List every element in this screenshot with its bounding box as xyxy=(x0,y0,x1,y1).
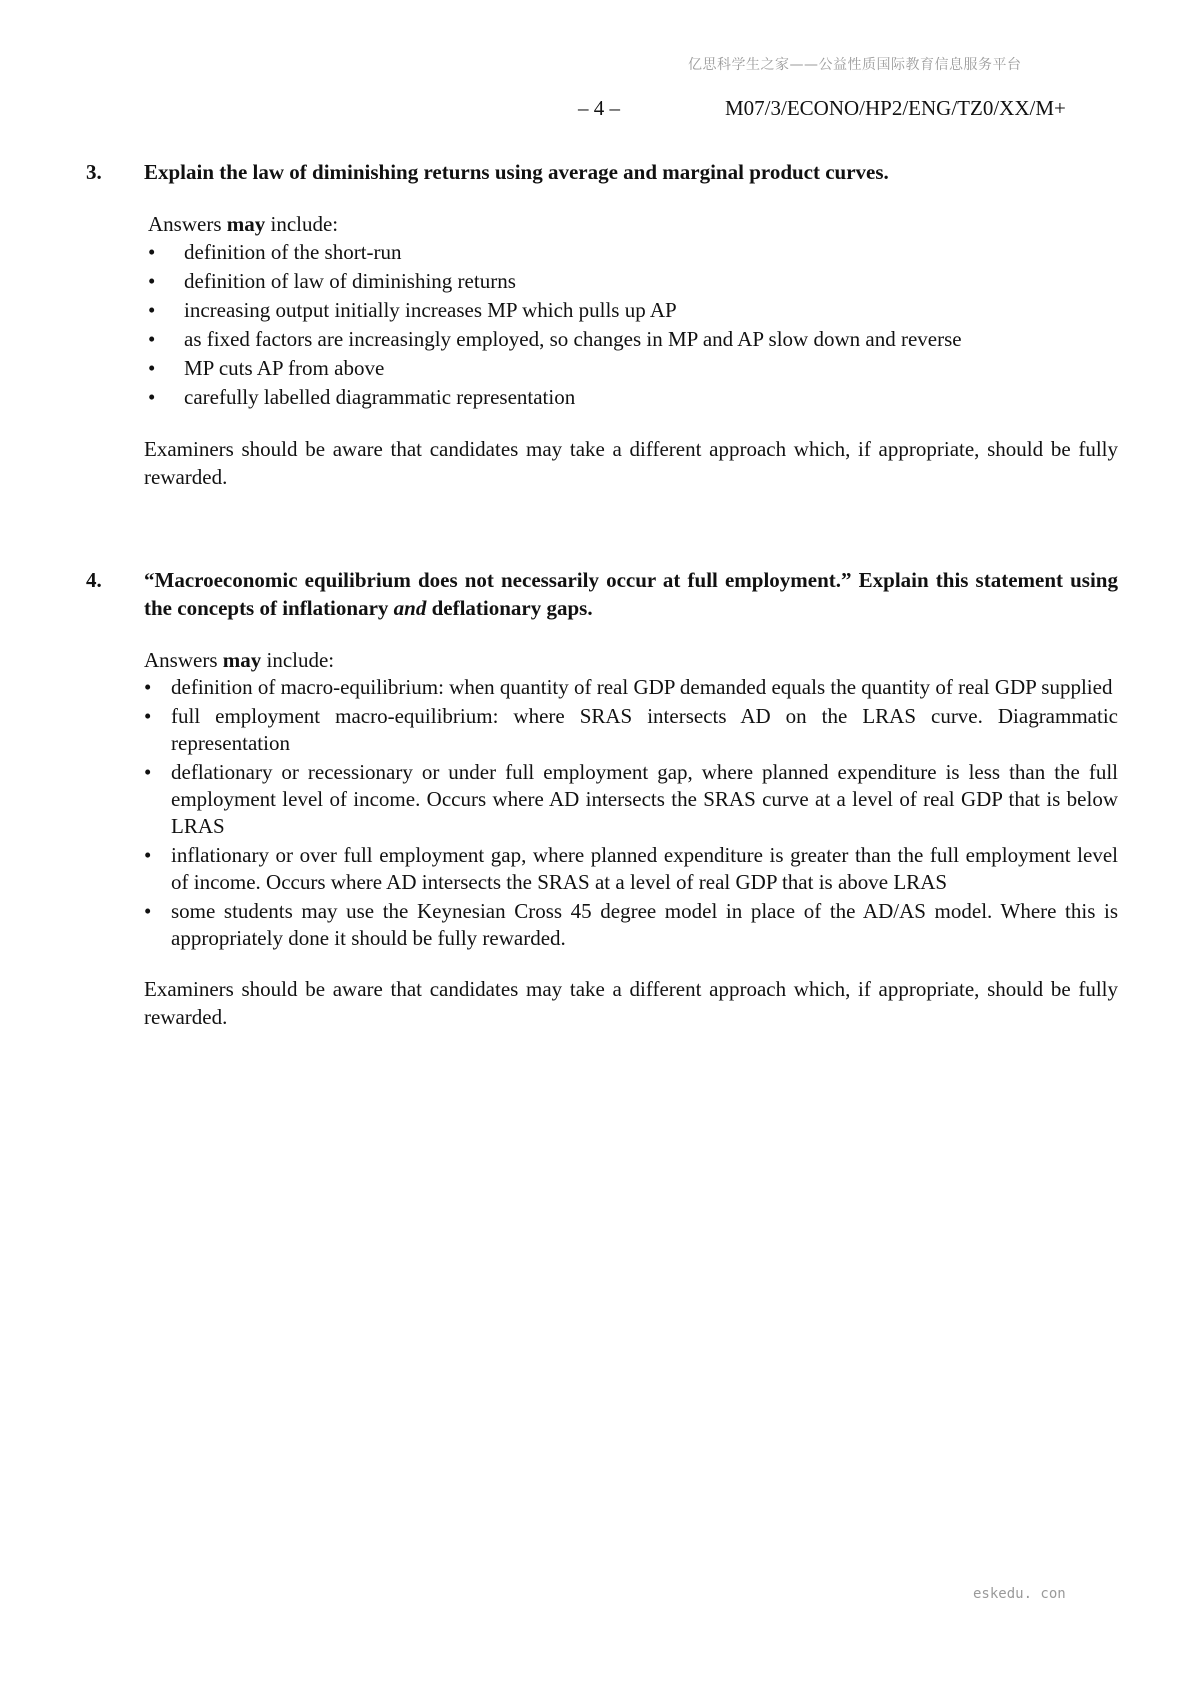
answers-intro xyxy=(148,210,1118,238)
question-3 xyxy=(86,158,1118,491)
examiner-note: Examiners should be aware that candidates may take a different approach which, if appropriate, should be fully rewarded. xyxy=(144,977,1118,1029)
bullet-icon: • xyxy=(148,327,156,351)
bullet-icon: • xyxy=(144,760,152,784)
bullet-text: inflationary or over full employment gap, where planned expenditure is greater than the full employment level of income. Occurs where AD intersects the SRAS at a level of real GDP that is above LRAS xyxy=(171,843,1118,894)
question-4 xyxy=(86,566,1118,1031)
bullet-text: deflationary or recessionary or under full employment gap, where planned expenditure is less than the full employment level of income. Occurs where AD intersects the SRAS curve at a level of real GDP that is below LRAS xyxy=(171,760,1118,838)
document-code: M07/3/ECONO/HP2/ENG/TZ0/XX/M+ xyxy=(725,96,1066,120)
bullet-icon: • xyxy=(144,704,152,728)
bullet-item xyxy=(148,383,1118,412)
question-number: 4. xyxy=(86,568,102,592)
bullet-item xyxy=(148,354,1118,383)
answers-intro-before: Answers xyxy=(148,212,227,236)
examiner-note: Examiners should be aware that candidates may take a different approach which, if appropriate, should be fully rewarded. xyxy=(144,437,1118,489)
bullet-text: as fixed factors are increasingly employed, so changes in MP and AP slow down and reverse xyxy=(184,327,962,351)
answers-intro xyxy=(144,646,1118,674)
bullet-icon: • xyxy=(148,356,156,380)
answers-intro-before: Answers xyxy=(144,648,223,672)
bullet-text: some students may use the Keynesian Cross 45 degree model in place of the AD/AS model. Where this is appropriately done it should be fully rewarded. xyxy=(171,899,1118,950)
answers-intro-after: include: xyxy=(265,212,339,236)
question-text-part: “Macroeconomic equilibrium does not necessarily occur at full employment.” Explain this statement using the concepts of inflationary xyxy=(144,568,1118,620)
bullet-item xyxy=(144,898,1118,952)
question-text-part: deflationary gaps. xyxy=(426,596,593,620)
bullet-icon: • xyxy=(144,675,152,699)
bullet-text: definition of law of diminishing returns xyxy=(184,269,516,293)
bullet-icon: • xyxy=(148,269,156,293)
bullet-item xyxy=(148,267,1118,296)
question-number: 3. xyxy=(86,160,102,184)
answers-intro-after: include: xyxy=(261,648,335,672)
bullet-text: definition of macro-equilibrium: when quantity of real GDP demanded equals the quantity of real GDP supplied xyxy=(171,675,1113,699)
bullet-icon: • xyxy=(148,298,156,322)
bullet-item xyxy=(148,296,1118,325)
answer-bullet-list xyxy=(148,238,1118,412)
bullet-item xyxy=(144,759,1118,840)
answer-bullet-list xyxy=(144,674,1118,952)
bullet-text: definition of the short-run xyxy=(184,240,402,264)
question-text: Explain the law of diminishing returns using average and marginal product curves. xyxy=(144,160,889,184)
bullet-text: increasing output initially increases MP which pulls up AP xyxy=(184,298,677,322)
answers-intro-emphasis: may xyxy=(226,212,266,236)
answers-intro-emphasis: may xyxy=(222,648,262,672)
bullet-icon: • xyxy=(144,899,152,923)
bullet-icon: • xyxy=(148,385,156,409)
bullet-item xyxy=(148,325,1118,354)
page-number: – 4 – xyxy=(578,96,620,120)
question-text-emphasis: and xyxy=(393,596,427,620)
bullet-item xyxy=(144,842,1118,896)
bullet-item xyxy=(144,703,1118,757)
footer-watermark: eskedu. con xyxy=(973,1586,1066,1602)
bullet-text: full employment macro-equilibrium: where SRAS intersects AD on the LRAS curve. Diagrammatic representation xyxy=(171,704,1118,755)
question-text xyxy=(144,566,1118,622)
header-watermark: 亿思科学生之家——公益性质国际教育信息服务平台 xyxy=(688,57,1022,73)
bullet-text: carefully labelled diagrammatic representation xyxy=(184,385,576,409)
bullet-item xyxy=(144,674,1118,701)
bullet-text: MP cuts AP from above xyxy=(184,356,385,380)
bullet-icon: • xyxy=(148,240,156,264)
bullet-icon: • xyxy=(144,843,152,867)
bullet-item xyxy=(148,238,1118,267)
